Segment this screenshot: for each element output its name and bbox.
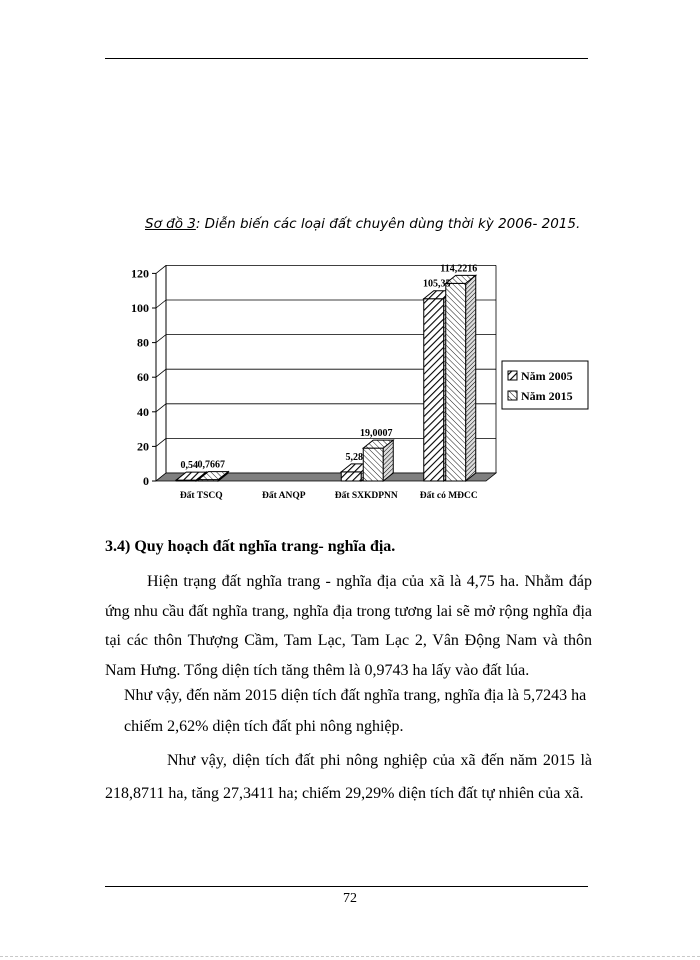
y-tick-label: 0 [143, 474, 149, 488]
paragraph-1: Hiện trạng đất nghĩa trang - nghĩa địa của xã là 4,75 ha. Nhằm đáp ứng nhu cầu đất nghĩa trang, nghĩa địa trong tương lai sẽ mở rộng nghĩa địa tại các thôn Thượng Cầm, Tam Lạc, Tam Lạc 2, Vân Động Nam và thôn Nam Hưng. Tổng diện tích tăng thêm là 0,9743 ha lấy vào đất lúa. [105, 573, 592, 679]
paragraph-2: Như vậy, đến năm 2015 diện tích đất nghĩa trang, nghĩa địa là 5,7243 ha chiếm 2,62% diện tích đất phi nông nghiệp. [124, 687, 587, 735]
header-rule [105, 58, 588, 59]
bar [341, 472, 361, 481]
footer-rule [105, 886, 588, 887]
section-heading: 3.4) Quy hoạch đất nghĩa trang- nghĩa địa. [105, 538, 396, 555]
bars [176, 275, 476, 481]
y-tick-label: 120 [131, 266, 149, 281]
legend-label: Năm 2015 [521, 389, 573, 403]
data-label: 105,35 [423, 278, 451, 290]
caption-prefix: Sơ đồ 3 [145, 216, 196, 232]
bar [446, 283, 466, 481]
caption-text: : Diễn biến các loại đất chuyên dùng thời kỳ 2006- 2015. [195, 216, 581, 232]
x-tick-label: Đất SXKDPNN [334, 491, 398, 501]
chart-caption [145, 216, 581, 232]
data-label: 19,0007 [360, 428, 393, 440]
page-edge [0, 956, 700, 957]
y-tick-label: 20 [137, 439, 149, 454]
data-label: 0,54 [180, 460, 198, 472]
bar [363, 448, 383, 481]
x-tick-label: Đất có MĐCC [419, 491, 478, 501]
y-tick-label: 40 [137, 404, 149, 419]
bar-side [466, 275, 476, 481]
legend-swatch [508, 371, 517, 380]
y-tick-label: 60 [137, 370, 149, 385]
legend [502, 361, 588, 409]
legend-label: Năm 2005 [521, 369, 573, 383]
data-label: 0,7667 [197, 459, 225, 471]
bar [424, 299, 444, 481]
bar-chart [118, 255, 598, 515]
data-label: 5,28 [345, 451, 363, 463]
data-label: 114,2216 [440, 263, 478, 275]
y-tick-label: 100 [131, 301, 149, 315]
x-tick-label: Đất ANQP [261, 491, 306, 501]
y-tick-label: 80 [137, 335, 149, 350]
paragraph-3: Như vậy, diện tích đất phi nông nghiệp của xã đến năm 2015 là 218,8711 ha, tăng 27,3411 ha; chiếm 29,29% diện tích đất tự nhiên của xã. [105, 752, 592, 802]
page-number: 72 [343, 891, 357, 906]
legend-swatch [508, 391, 517, 400]
x-tick-label: Đất TSCQ [179, 491, 223, 501]
